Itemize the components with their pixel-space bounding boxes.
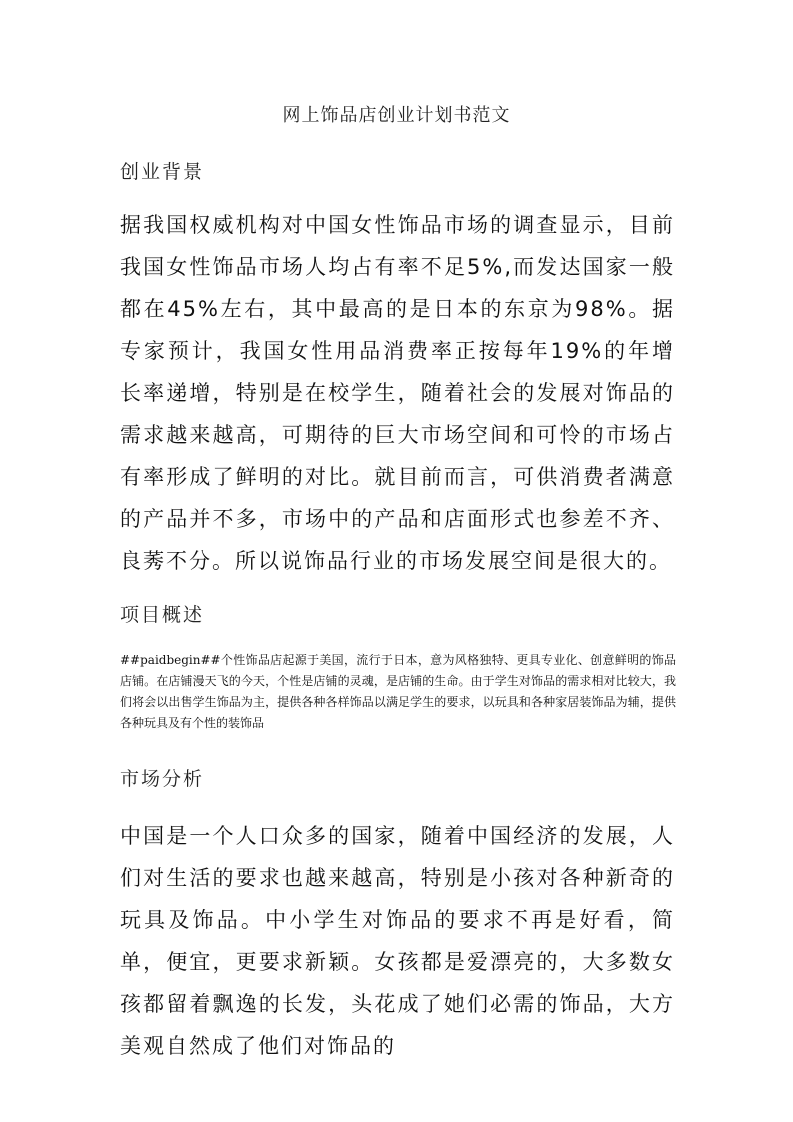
section-body-market: 中国是一个人口众多的国家，随着中国经济的发展，人们对生活的要求也越来越高，特别是小孩对各种新奇的玩具及饰品。中小学生对饰品的要求不再是好看，简单，便宜，更要求新颖。女孩都是爱漂亮的，大多数女孩都留着飘逸的长发，头花成了她们必需的饰品，大方美观自然成了他们对饰品的 [120,824,675,1058]
document-title: 网上饰品店创业计划书范文 [282,105,511,126]
section-body-background: 据我国权威机构对中国女性饰品市场的调查显示，目前我国女性饰品市场人均占有率不足5%,而发达国家一般都在45%左右，其中最高的是日本的东京为98%。据专家预计，我国女性用品消费率正按每年19%的年增长率递增，特别是在校学生，随着社会的发展对饰品的需求越来越高，可期待的巨大市场空间和可怜的市场占有率形成了鲜明的对比。就目前而言，可供消费者满意的产品并不多，市场中的产品和店面形式也参差不齐、良莠不分。所以说饰品行业的市场发展空间是很大的。 [120,213,675,573]
section-heading-market: 市场分析 [120,768,205,790]
section-heading-overview: 项目概述 [120,604,205,626]
section-body-overview: ##paidbegin##个性饰品店起源于美国，流行于日本，意为风格独特、更具专业化、创意鲜明的饰品店铺。在店铺漫天飞的今天，个性是店铺的灵魂，是店铺的生命。由于学生对饰品的需求相对比较大，我们将会以出售学生饰品为主，提供各种各样饰品以满足学生的要求，以玩具和各种家居装饰品为辅，提供各种玩具及有个性的装饰品 [120,653,676,730]
section-heading-background: 创业背景 [120,161,205,183]
